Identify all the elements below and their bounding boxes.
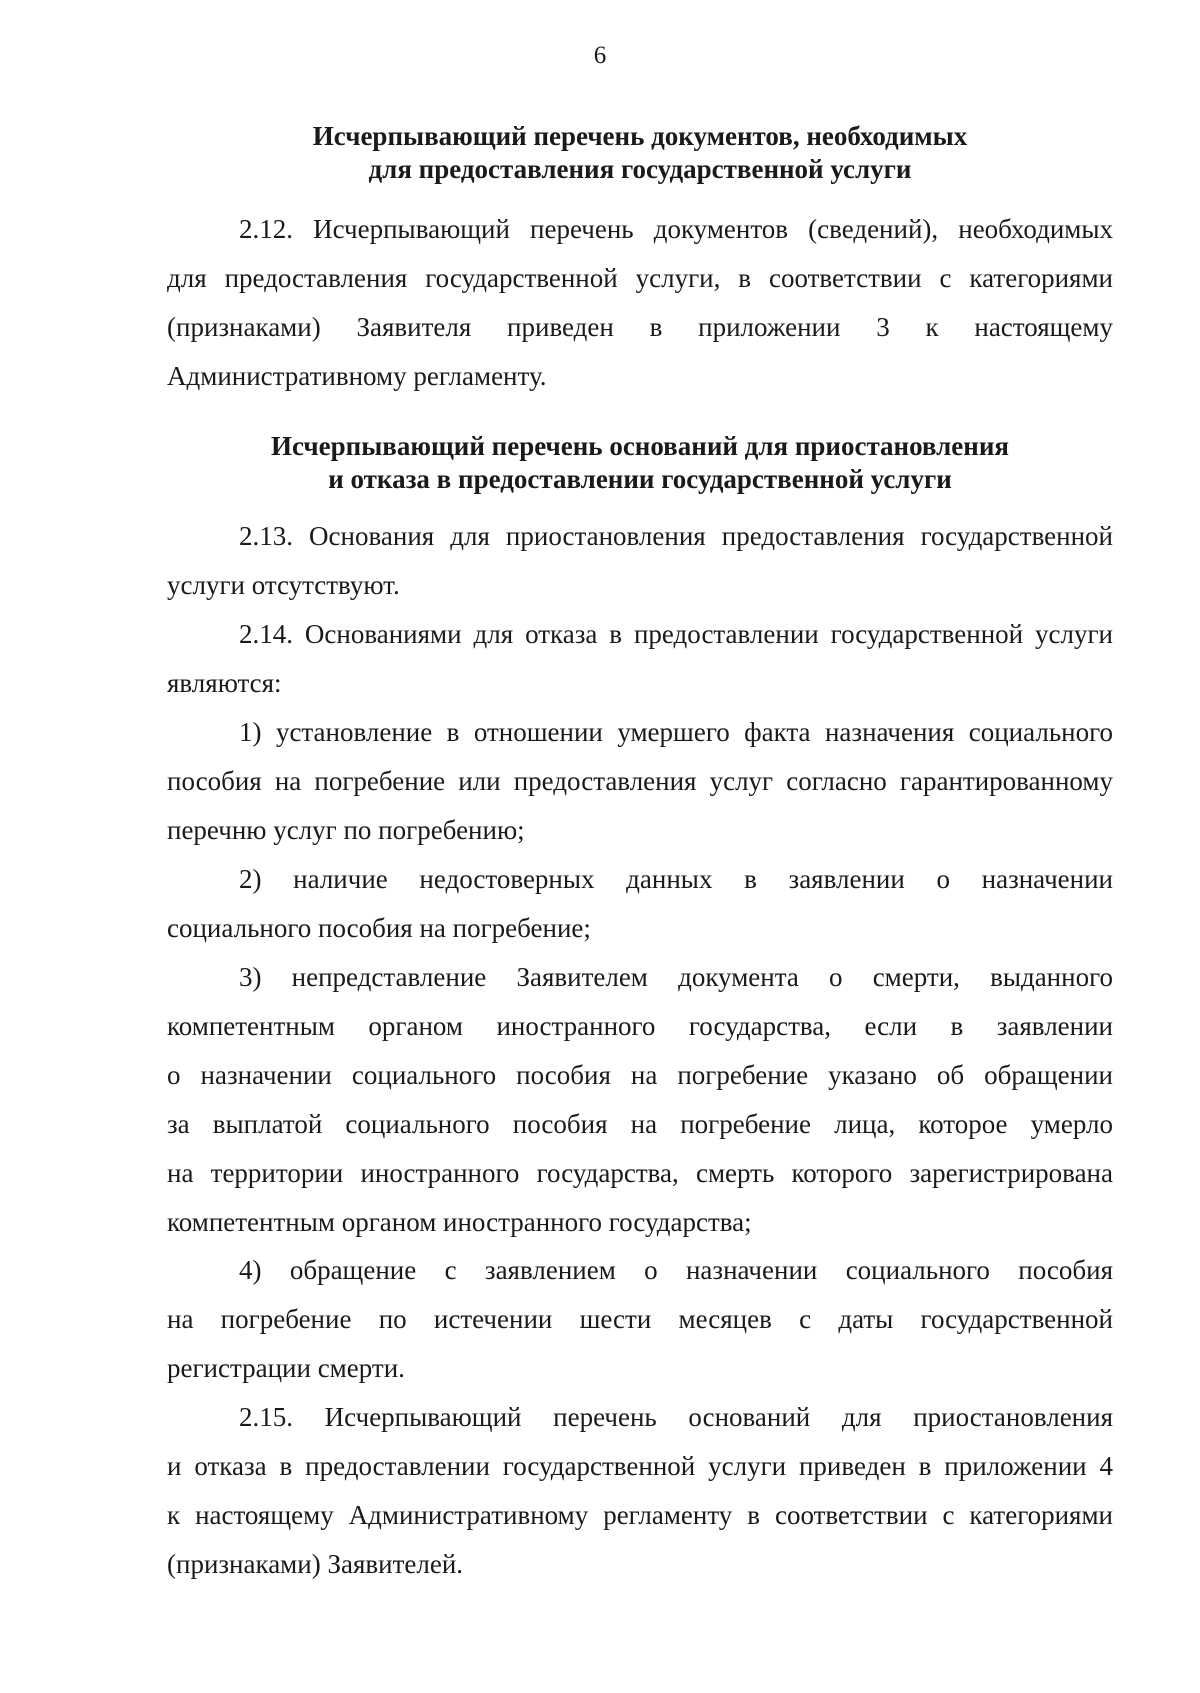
text-line: на погребение по истечении шести месяцев с даты государственной — [167, 1304, 1113, 1334]
text-line: 2.14. Основаниями для отказа в предоставлении государственной услуги — [239, 619, 1113, 649]
paragraph-2-15 — [167, 1393, 1113, 1589]
list-item-3 — [167, 953, 1113, 1247]
text-line: 3) непредставление Заявителем документа о смерти, выданного — [239, 962, 1113, 992]
list-item-1 — [167, 708, 1113, 855]
text-line: компетентным органом иностранного государства; — [167, 1207, 752, 1237]
text-line: для предоставления государственной услуги, в соответствии с категориями — [167, 263, 1113, 293]
list-item-2 — [167, 855, 1113, 953]
text-line: (признаками) Заявителей. — [167, 1549, 464, 1579]
text-line: 2.12. Исчерпывающий перечень документов (сведений), необходимых — [239, 214, 1113, 244]
heading-line: Исчерпывающий перечень оснований для приостановления — [270, 431, 1010, 461]
text-line: Административному регламенту. — [167, 361, 547, 391]
heading-line: для предоставления государственной услуги — [368, 154, 912, 184]
text-line: перечню услуг по погребению; — [167, 815, 525, 845]
text-line: (признаками) Заявителя приведен в приложении 3 к настоящему — [167, 312, 1113, 342]
text-line: пособия на погребение или предоставления услуг согласно гарантированному — [167, 766, 1113, 796]
text-line: и отказа в предоставлении государственной услуги приведен в приложении 4 — [167, 1451, 1113, 1481]
paragraph-2-12 — [167, 205, 1113, 401]
text-line: 1) установление в отношении умершего факта назначения социального — [239, 717, 1113, 747]
section-heading-grounds — [167, 430, 1113, 496]
text-line: 2.13. Основания для приостановления предоставления государственной — [239, 521, 1113, 551]
paragraph-2-13 — [167, 512, 1113, 610]
text-line: 2) наличие недостоверных данных в заявлении о назначении — [239, 864, 1113, 894]
list-item-4 — [167, 1246, 1113, 1393]
heading-line: и отказа в предоставлении государственной услуги — [328, 464, 952, 494]
text-line: являются: — [167, 668, 282, 698]
text-line: 2.15. Исчерпывающий перечень оснований для приостановления — [239, 1402, 1113, 1432]
page-number: 6 — [593, 42, 607, 69]
text-line: услуги отсутствуют. — [167, 570, 400, 600]
text-line: к настоящему Административному регламенту в соответствии с категориями — [167, 1500, 1113, 1530]
heading-line: Исчерпывающий перечень документов, необходимых — [312, 121, 968, 151]
text-line: регистрации смерти. — [167, 1353, 405, 1383]
text-line: 4) обращение с заявлением о назначении социального пособия — [239, 1255, 1113, 1285]
text-line: о назначении социального пособия на погребение указано об обращении — [167, 1060, 1113, 1090]
text-line: за выплатой социального пособия на погребение лица, которое умерло — [167, 1109, 1113, 1139]
text-line: компетентным органом иностранного государства, если в заявлении — [167, 1011, 1113, 1041]
text-line: социального пособия на погребение; — [167, 913, 591, 943]
section-heading-documents — [167, 120, 1113, 186]
text-line: на территории иностранного государства, смерть которого зарегистрирована — [167, 1158, 1113, 1188]
paragraph-2-14 — [167, 610, 1113, 708]
